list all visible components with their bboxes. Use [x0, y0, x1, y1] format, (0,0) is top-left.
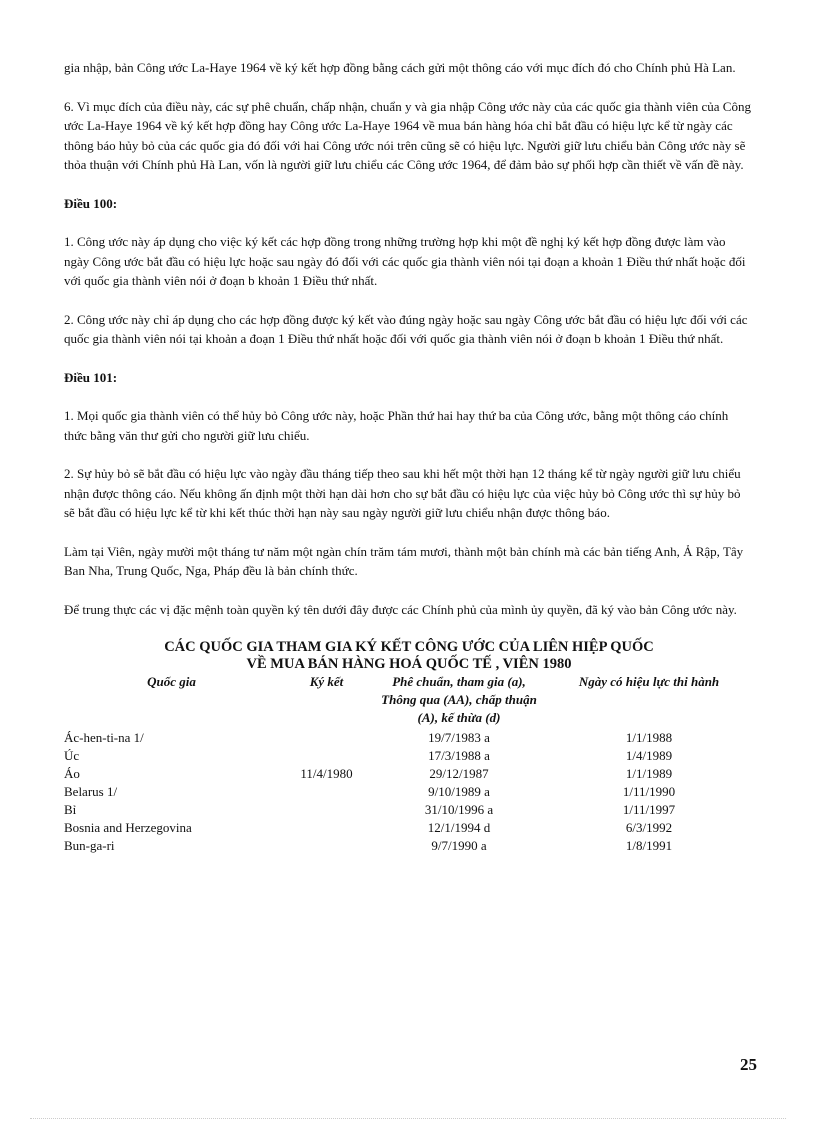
table-header-row	[64, 673, 754, 729]
cell-effective: 1/11/1997	[622, 802, 676, 817]
header-ratification: Phê chuẩn, tham gia (a), Thông qua (AA), chấp thuận (A), kế thừa (d)	[381, 674, 537, 725]
table-body	[64, 729, 754, 855]
cell-ratification: 19/7/1983 a	[428, 730, 490, 745]
cell-ratification: 17/3/1988 a	[428, 748, 490, 763]
cell-ratification: 9/7/1990 a	[431, 838, 487, 853]
paragraph-continuation: gia nhập, bản Công ước La-Haye 1964 về ký kết hợp đồng bằng cách gửi một thông cáo với mục đích đó cho Chính phủ Hà Lan.	[64, 60, 736, 75]
header-signed: Ký kết	[309, 674, 344, 689]
table-title-line-1: CÁC QUỐC GIA THAM GIA KÝ KẾT CÔNG ƯỚC CỦA LIÊN HIỆP QUỐC	[164, 639, 654, 655]
cell-signed	[279, 729, 374, 747]
signatories-paragraph: Để trung thực các vị đặc mệnh toàn quyền ký tên dưới đây được các Chính phủ của mình ủy quyền, đã ký vào bản Công ước này.	[64, 601, 737, 617]
table-title-line-2: VỀ MUA BÁN HÀNG HOÁ QUỐC TẾ , VIÊN 1980	[246, 656, 572, 672]
table-row	[64, 837, 754, 855]
cell-country: Bun-ga-ri	[64, 838, 115, 853]
cell-ratification: 9/10/1989 a	[428, 784, 490, 799]
article-101-clause-2: 2. Sự hủy bỏ sẽ bắt đầu có hiệu lực vào ngày đầu tháng tiếp theo sau khi hết một thời hạn 12 tháng kể từ ngày người giữ lưu chiểu nhận được thông cáo. Nếu không ấn định một thời hạn dài hơn cho sự bắt đầu có hiệu lực của việc hủy bỏ Công ước thì sự hủy bỏ sẽ bắt đầu có hiệu lực kể từ khi kết thúc thời hạn này sau ngày người giữ lưu chiểu nhận được thông báo.	[64, 466, 741, 520]
table-row	[64, 765, 754, 783]
article-101-clause-1: 1. Mọi quốc gia thành viên có thể hủy bỏ Công ước này, hoặc Phần thứ hai hay thứ ba của Công ước, bằng một thông cáo chính thức bằng văn thư gửi cho người giữ lưu chiểu.	[64, 408, 729, 443]
cell-effective: 1/8/1991	[625, 838, 673, 853]
cell-country: Úc	[64, 748, 80, 763]
cell-effective: 1/11/1990	[622, 784, 676, 799]
header-country: Quốc gia	[147, 674, 196, 689]
cell-signed	[279, 783, 374, 801]
document-body	[64, 58, 754, 855]
table-title	[64, 639, 754, 673]
table-row	[64, 819, 754, 837]
cell-effective: 1/4/1989	[625, 748, 673, 763]
cell-effective: 1/1/1988	[625, 730, 673, 745]
cell-country: Bỉ	[64, 802, 77, 817]
page-number: 25	[740, 1055, 757, 1074]
cell-signed	[279, 747, 374, 765]
paragraph-clause-6: 6. Vì mục đích của điều này, các sự phê chuẩn, chấp nhận, chuẩn y và gia nhập Công ước này của các quốc gia thành viên của Công ước La-Haye 1964 về ký kết hợp đồng hay Công ước La-Haye 1964 về mua bán hàng hóa chỉ bắt đầu có hiệu lực kể từ ngày các thông báo hủy bỏ của các quốc gia đó đối với hai Công ước nói trên cũng sẽ có hiệu lực. Người giữ lưu chiểu bản Công ước này sẽ thỏa thuận với Chính phủ Hà Lan, vốn là người giữ lưu chiểu các Công ước 1964, để đảm bảo sự phối hợp cần thiết về vấn đề này.	[64, 98, 751, 172]
cell-effective: 6/3/1992	[625, 820, 673, 835]
table-row	[64, 747, 754, 765]
cell-country: Áo	[64, 766, 80, 781]
footer-divider	[30, 1118, 786, 1119]
table-row	[64, 783, 754, 801]
cell-effective: 1/1/1989	[625, 766, 673, 781]
cell-country: Ác-hen-ti-na 1/	[64, 730, 144, 745]
cell-signed	[279, 819, 374, 837]
done-at-vienna-paragraph: Làm tại Viên, ngày mười một tháng tư năm một ngàn chín trăm tám mươi, thành một bản chính mà các bản tiếng Anh, Ả Rập, Tây Ban Nha, Trung Quốc, Nga, Pháp đều là bản chính thức.	[64, 543, 744, 578]
table-row	[64, 801, 754, 819]
cell-ratification: 29/12/1987	[429, 766, 489, 781]
participants-table	[64, 673, 754, 855]
cell-country: Bosnia and Herzegovina	[64, 820, 192, 835]
cell-country: Belarus 1/	[64, 784, 118, 799]
article-100-heading: Điều 100:	[64, 195, 118, 211]
cell-signed	[279, 837, 374, 855]
article-100-clause-1: 1. Công ước này áp dụng cho việc ký kết các hợp đồng trong những trường hợp khi một đề nghị ký kết hợp đồng được làm vào ngày Công ước bắt đầu có hiệu lực hoặc sau ngày đó đối với các quốc gia thành viên nói tại đoạn a khoản 1 Điều thứ nhất hoặc đối với quốc gia thành viên nói ở đoạn b khoản 1 Điều thứ nhất.	[64, 234, 746, 288]
cell-signed: 11/4/1980	[300, 766, 353, 781]
header-effective: Ngày có hiệu lực thi hành	[578, 674, 720, 689]
cell-signed	[279, 801, 374, 819]
cell-ratification: 12/1/1994 d	[427, 820, 491, 835]
table-row	[64, 729, 754, 747]
article-100-clause-2: 2. Công ước này chỉ áp dụng cho các hợp đồng được ký kết vào đúng ngày hoặc sau ngày Công ước bắt đầu có hiệu lực đối với các quốc gia thành viên nói tại khoản a đoạn 1 Điều thứ nhất hoặc đối với quốc gia thành viên nói ở đoạn b khoản 1 Điều thứ nhất.	[64, 311, 748, 346]
cell-ratification: 31/10/1996 a	[424, 802, 494, 817]
article-101-heading: Điều 101:	[64, 369, 118, 385]
